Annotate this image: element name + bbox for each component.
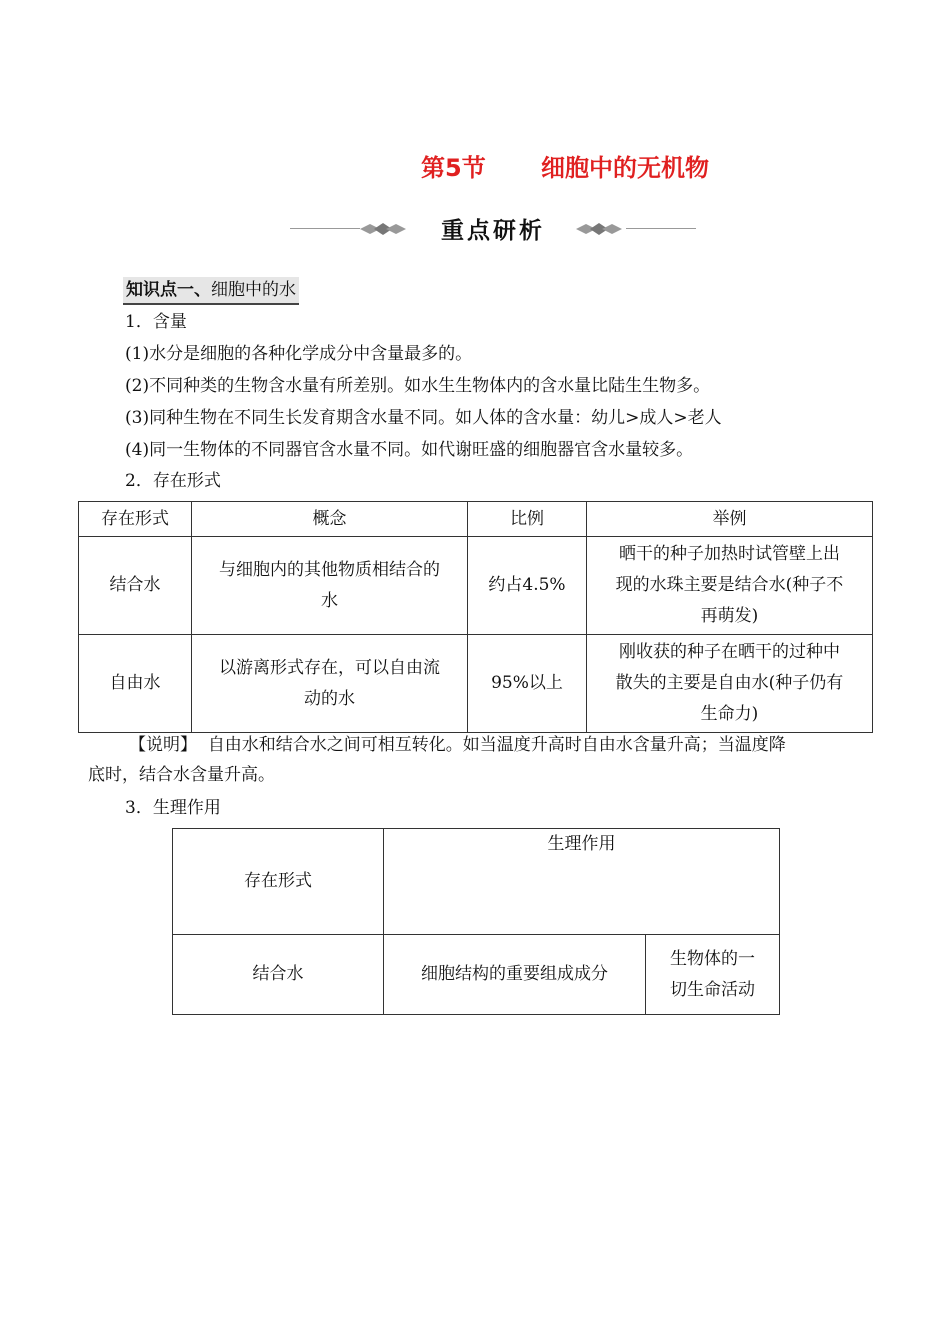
note-label: 【说明】 xyxy=(129,735,197,755)
table-row xyxy=(79,537,873,635)
table-header-row xyxy=(173,829,780,935)
diamond-ornament-right-icon xyxy=(574,220,624,238)
section-name: 细胞中的无机物 xyxy=(541,154,709,182)
cell-form: 自由水 xyxy=(79,635,192,733)
banner-line-right xyxy=(626,228,696,229)
header-example: 举例 xyxy=(587,502,873,537)
cell-concept: 以游离形式存在，可以自由流 动的水 xyxy=(192,635,468,733)
banner-line-left xyxy=(290,228,360,229)
section-number: 第5节 xyxy=(421,154,486,182)
knowledge-point-text: 细胞中的水 xyxy=(211,280,296,300)
section-2-heading: 2．存在形式 xyxy=(125,471,221,491)
note-line-1 xyxy=(129,732,786,758)
header-function: 生理作用 xyxy=(384,829,780,935)
page-title xyxy=(0,148,950,182)
cell-example: 晒干的种子加热时试管壁上出 现的水珠主要是结合水(种子不 再萌发) xyxy=(587,537,873,635)
banner-label: 重点研析 xyxy=(441,218,545,244)
diamond-ornament-left-icon xyxy=(358,220,408,238)
header-ratio: 比例 xyxy=(468,502,587,537)
header-concept: 概念 xyxy=(192,502,468,537)
cell-ratio: 约占4.5% xyxy=(468,537,587,635)
section-1-item: (4)同一生物体的不同器官含水量不同。如代谢旺盛的细胞器官含水量较多。 xyxy=(125,440,694,460)
note-text: 自由水和结合水之间可相互转化。如当温度升高时自由水含量升高；当温度降 xyxy=(207,735,786,755)
table-header-row xyxy=(79,502,873,537)
table-row xyxy=(173,935,780,1015)
table-row xyxy=(79,635,873,733)
header-form: 存在形式 xyxy=(79,502,192,537)
section-1-item: (3)同种生物在不同生长发育期含水量不同。如人体的含水量：幼儿>成人>老人 xyxy=(125,408,722,428)
cell-function: 细胞结构的重要组成成分 xyxy=(384,935,646,1015)
section-banner xyxy=(290,210,696,250)
water-function-table xyxy=(172,828,780,1015)
section-1-heading: 1．含量 xyxy=(125,312,187,332)
section-1-item: (1)水分是细胞的各种化学成分中含量最多的。 xyxy=(125,344,473,364)
note-line-2: 底时，结合水含量升高。 xyxy=(88,765,275,785)
cell-form: 结合水 xyxy=(173,935,384,1015)
knowledge-point-label: 知识点一、 xyxy=(126,280,211,300)
cell-form: 结合水 xyxy=(79,537,192,635)
cell-concept: 与细胞内的其他物质相结合的 水 xyxy=(192,537,468,635)
knowledge-point-heading xyxy=(123,277,299,305)
section-3-heading: 3．生理作用 xyxy=(125,798,221,818)
section-1-item: (2)不同种类的生物含水量有所差别。如水生生物体内的含水量比陆生生物多。 xyxy=(125,376,711,396)
cell-example: 刚收获的种子在晒干的过种中 散失的主要是自由水(种子仍有 生命力) xyxy=(587,635,873,733)
header-form: 存在形式 xyxy=(173,829,384,935)
water-forms-table xyxy=(78,501,873,733)
cell-function-2: 生物体的一 切生命活动 xyxy=(646,935,780,1015)
cell-ratio: 95%以上 xyxy=(468,635,587,733)
